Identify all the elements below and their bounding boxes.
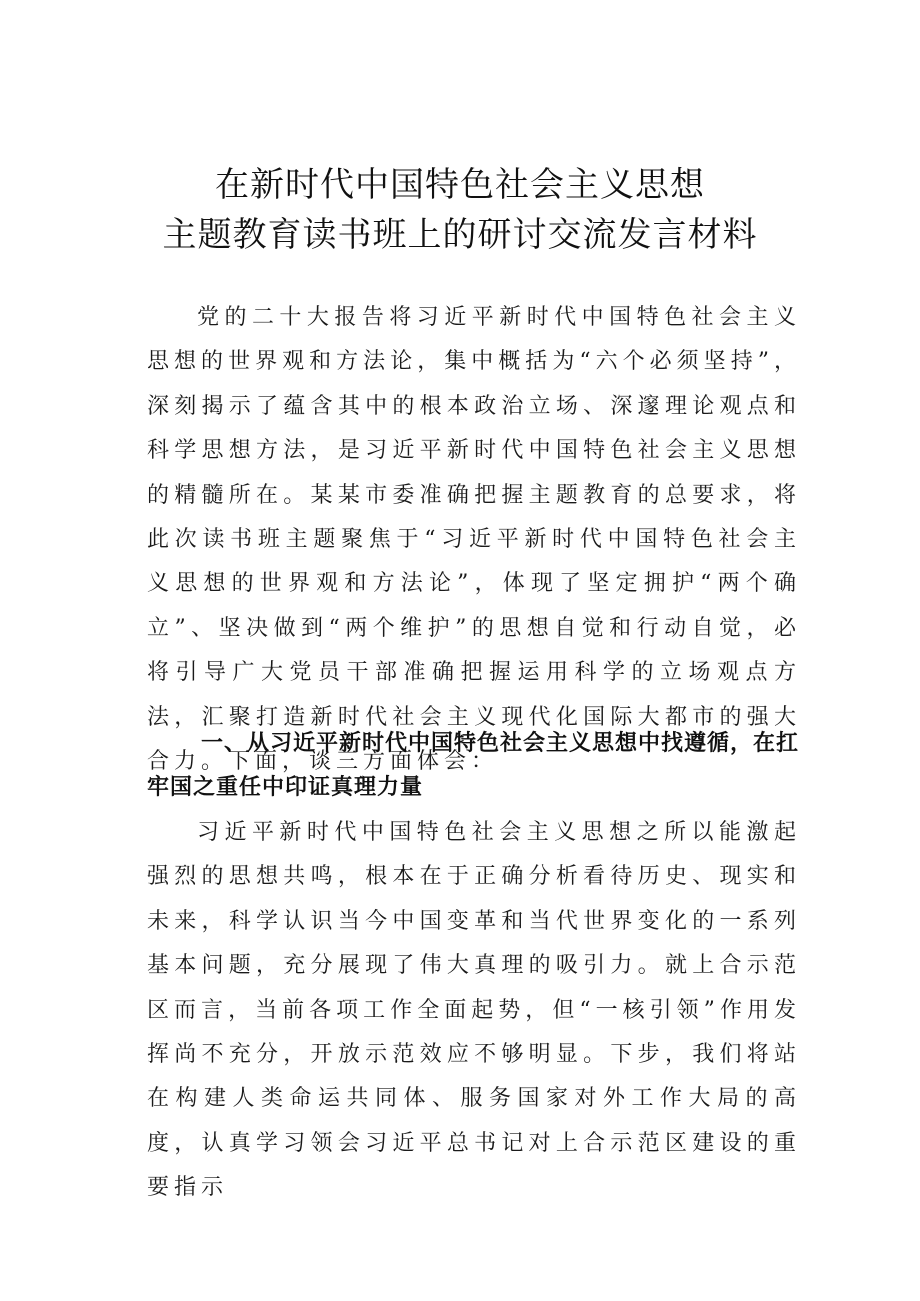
section-heading-1: 一、从习近平新时代中国特色社会主义思想中找遵循，在扛牢国之重任中印证真理力量 <box>147 731 800 800</box>
document-title-line-2: 主题教育读书班上的研讨交流发言材料 <box>162 215 758 255</box>
document-title-line-1: 在新时代中国特色社会主义思想 <box>215 165 705 205</box>
body-paragraph-2: 习近平新时代中国特色社会主义思想之所以能激起强烈的思想共鸣，根本在于正确分析看待历史、现实和未来，科学认识当今中国变革和当代世界变化的一系列基本问题，充分展现了伟大真理的吸引力。就上合示范区而言，当前各项工作全面起势，但“一核引领”作用发挥尚不充分，开放示范效应不够明显。下步，我们将站在构建人类命运共同体、服务国家对外工作大局的高度，认真学习领会习近平总书记对上合示范区建设的重要指示 <box>147 820 801 1201</box>
body-paragraph-1: 党的二十大报告将习近平新时代中国特色社会主义思想的世界观和方法论，集中概括为“六个必须坚持”，深刻揭示了蕴含其中的根本政治立场、深邃理论观点和科学思想方法，是习近平新时代中国特色社会主义思想的精髓所在。某某市委准确把握主题教育的总要求，将此次读书班主题聚焦于“习近平新时代中国特色社会主义思想的世界观和方法论”，体现了坚定拥护“两个确立”、坚决做到“两个维护”的思想自觉和行动自觉，必将引导广大党员干部准确把握运用科学的立场观点方法，汇聚打造新时代社会主义现代化国际大都市的强大合力。下面，谈三方面体会： <box>147 305 801 775</box>
